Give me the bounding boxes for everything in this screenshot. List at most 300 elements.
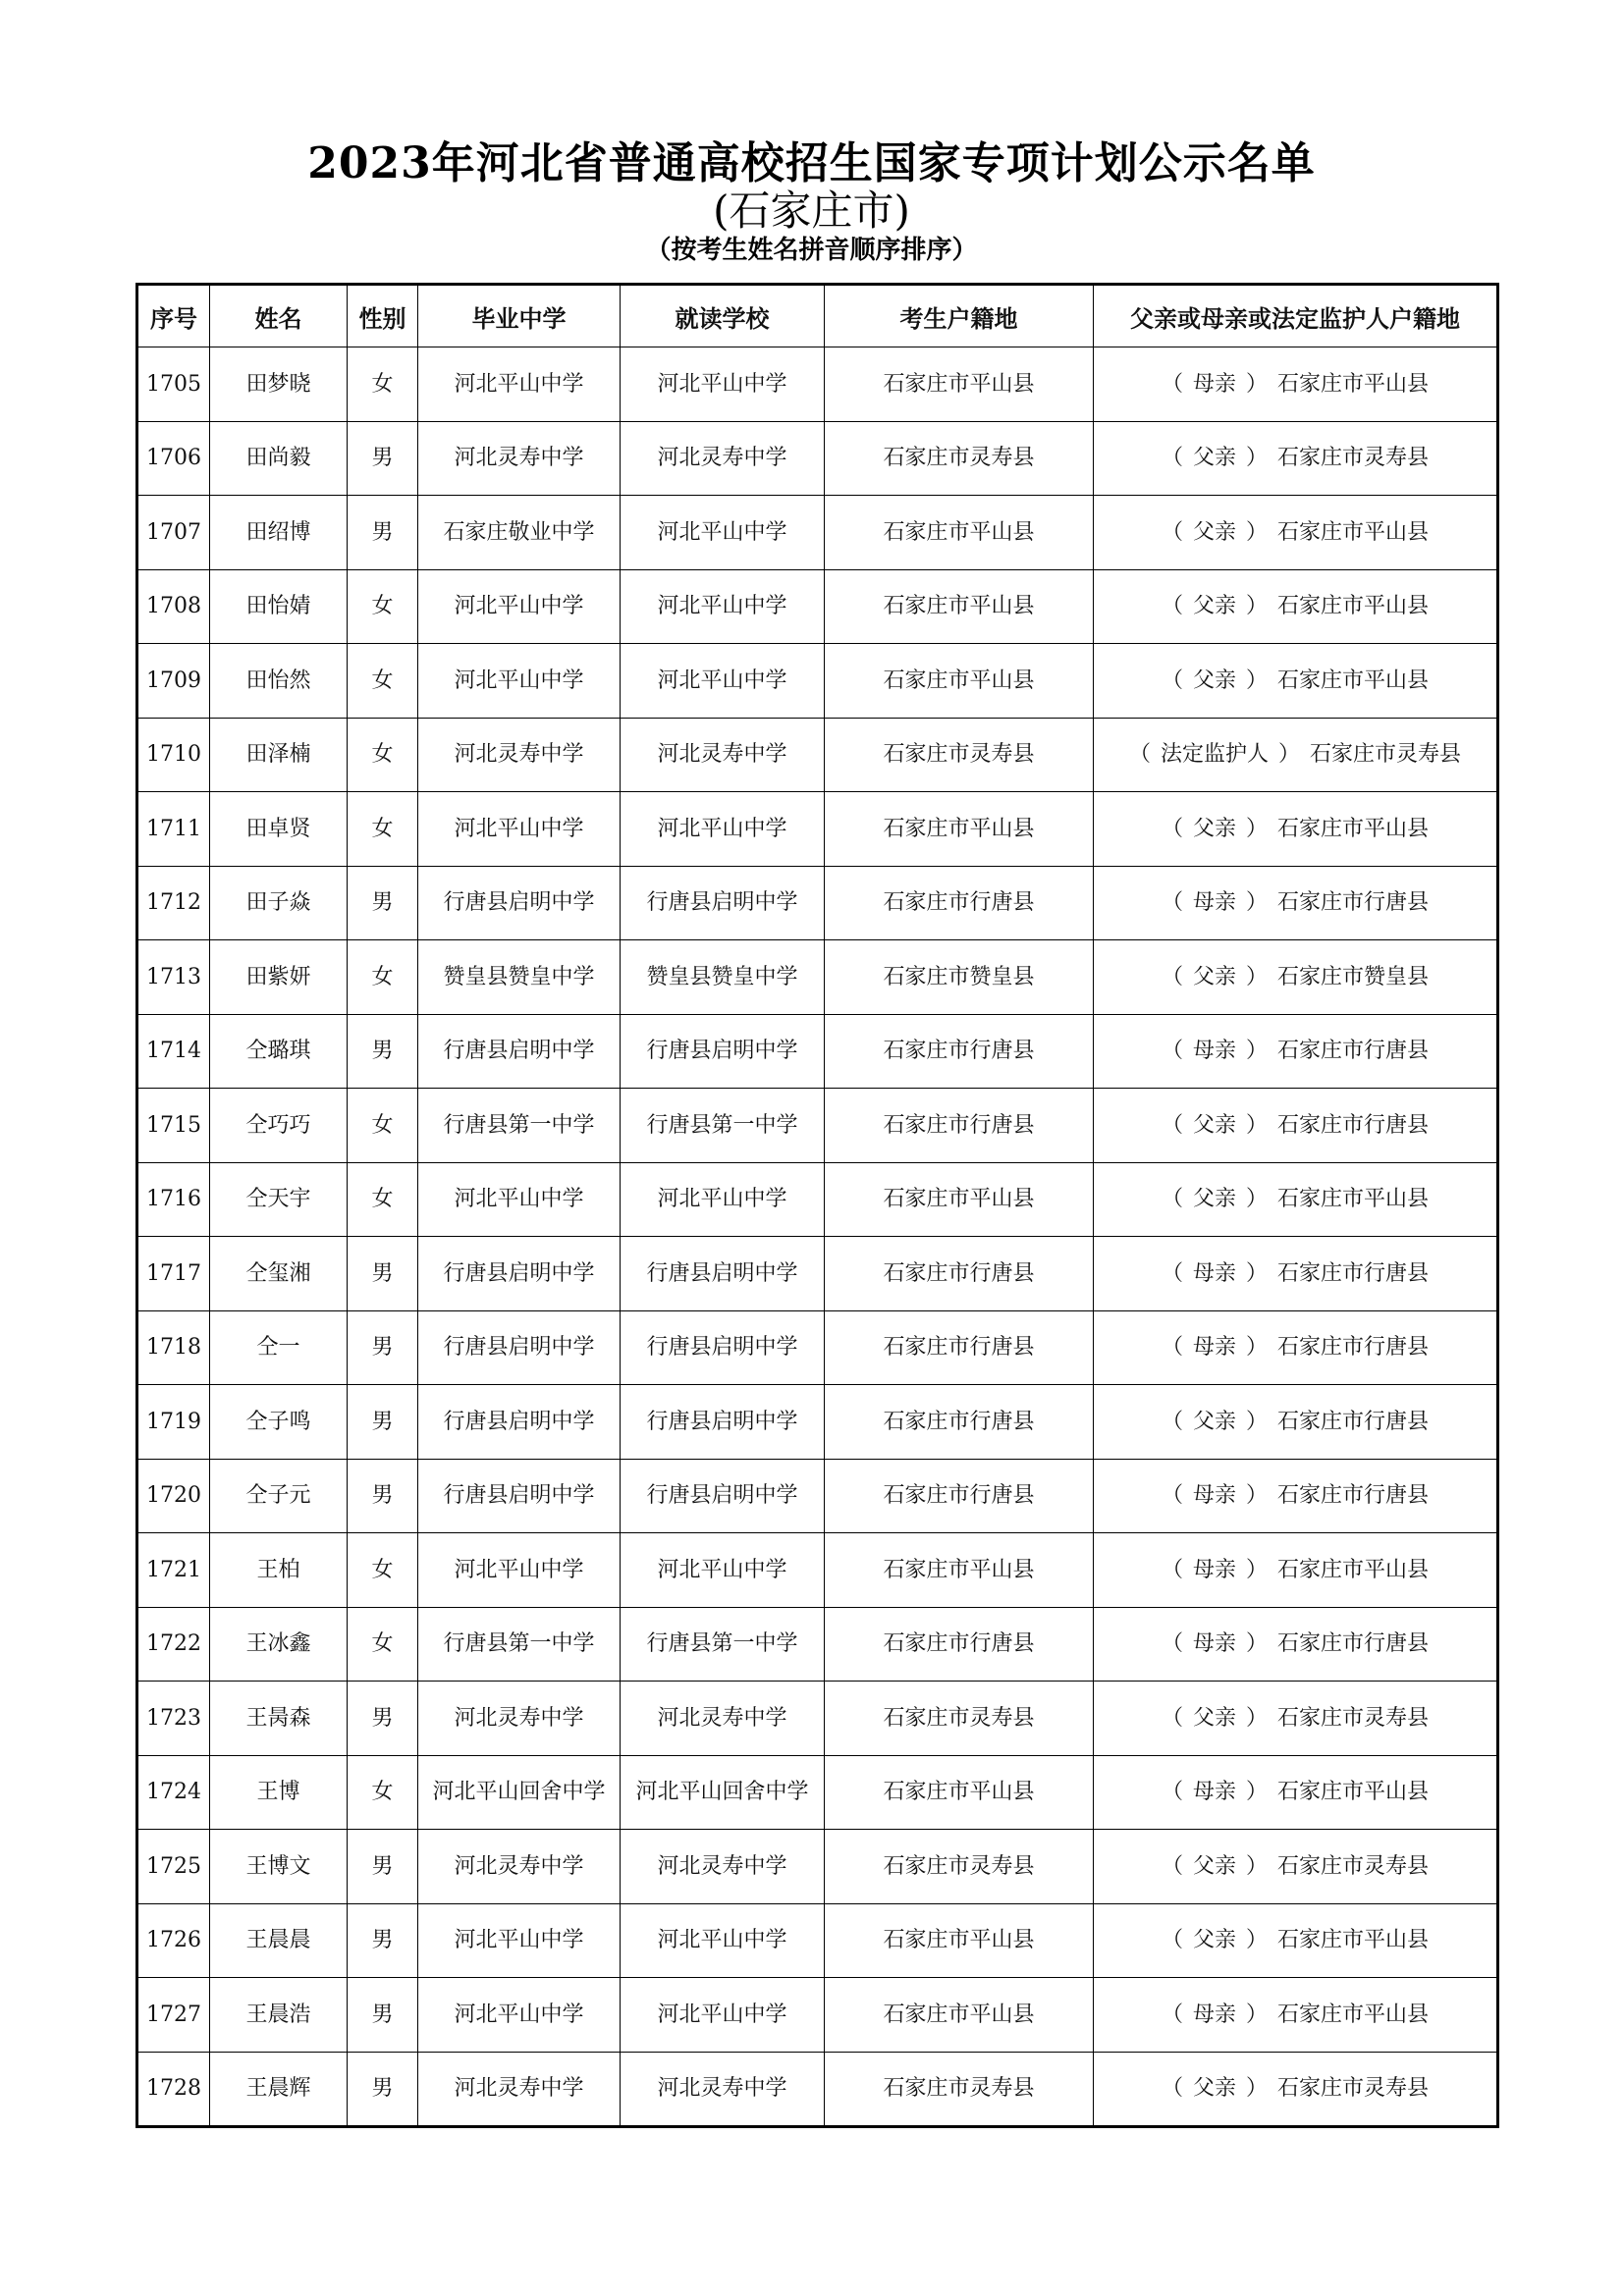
guardian-place: 石家庄市行唐县: [1277, 1483, 1430, 1509]
paren-open: （: [1161, 964, 1183, 989]
guardian-place: 石家庄市灵寿县: [1277, 1853, 1430, 1879]
cell-hukou: 石家庄市行唐县: [825, 1237, 1094, 1311]
header-guardian-hukou: 父亲或母亲或法定监护人户籍地: [1094, 285, 1498, 347]
cell-grad-school: 赞皇县赞皇中学: [418, 940, 621, 1015]
paren-close: ）: [1246, 1557, 1269, 1582]
paren-open: （: [1161, 1260, 1183, 1286]
paren-open: （: [1161, 2002, 1183, 2027]
paren-open: （: [1161, 1112, 1183, 1138]
cell-name: 仝璐琪: [210, 1014, 348, 1089]
guardian-place: 石家庄市行唐县: [1277, 1260, 1430, 1286]
cell-name: 王昺森: [210, 1682, 348, 1756]
cell-current-school: 河北平山中学: [621, 1533, 825, 1608]
cell-guardian-hukou: [1094, 792, 1498, 867]
cell-no: 1726: [137, 1903, 210, 1978]
cell-gender: 男: [348, 1978, 418, 2053]
cell-hukou: 石家庄市行唐县: [825, 866, 1094, 940]
header-no: 序号: [137, 285, 210, 347]
cell-hukou: 石家庄市平山县: [825, 792, 1094, 867]
cell-gender: 女: [348, 1755, 418, 1830]
cell-current-school: 行唐县第一中学: [621, 1089, 825, 1163]
paren-close: ）: [1246, 2076, 1269, 2102]
paren-close: ）: [1246, 1483, 1269, 1509]
cell-grad-school: 河北平山中学: [418, 1533, 621, 1608]
guardian-relation: 父亲: [1192, 964, 1236, 989]
guardian-place: 石家庄市平山县: [1277, 594, 1430, 619]
cell-name: 王晨晨: [210, 1903, 348, 1978]
paren-open: （: [1161, 1187, 1183, 1212]
cell-hukou: 石家庄市行唐县: [825, 1385, 1094, 1460]
cell-grad-school: 河北灵寿中学: [418, 421, 621, 496]
cell-hukou: 石家庄市平山县: [825, 569, 1094, 644]
cell-hukou: 石家庄市行唐县: [825, 1310, 1094, 1385]
cell-guardian-hukou: [1094, 644, 1498, 719]
cell-current-school: 行唐县启明中学: [621, 1237, 825, 1311]
cell-gender: 男: [348, 1903, 418, 1978]
cell-grad-school: 河北平山中学: [418, 1903, 621, 1978]
cell-current-school: 河北平山中学: [621, 496, 825, 570]
cell-current-school: 河北灵寿中学: [621, 2052, 825, 2127]
paren-close: ）: [1246, 1260, 1269, 1286]
cell-guardian-hukou: [1094, 1533, 1498, 1608]
cell-current-school: 行唐县启明中学: [621, 1385, 825, 1460]
cell-guardian-hukou: [1094, 1682, 1498, 1756]
paren-open: （: [1161, 446, 1183, 471]
cell-gender: 男: [348, 1310, 418, 1385]
guardian-relation: 母亲: [1192, 2002, 1236, 2027]
paren-close: ）: [1246, 816, 1269, 841]
cell-current-school: 河北平山中学: [621, 1903, 825, 1978]
paren-open: （: [1161, 1853, 1183, 1879]
cell-current-school: 河北平山回舍中学: [621, 1755, 825, 1830]
cell-grad-school: 河北灵寿中学: [418, 2052, 621, 2127]
paren-close: ）: [1246, 2002, 1269, 2027]
table-row: [137, 866, 1498, 940]
cell-no: 1725: [137, 1830, 210, 1904]
cell-hukou: 石家庄市灵寿县: [825, 718, 1094, 792]
cell-no: 1714: [137, 1014, 210, 1089]
guardian-relation: 父亲: [1192, 1928, 1236, 1953]
paren-close: ）: [1246, 890, 1269, 916]
cell-gender: 男: [348, 421, 418, 496]
cell-guardian-hukou: [1094, 1089, 1498, 1163]
cell-grad-school: 行唐县第一中学: [418, 1089, 621, 1163]
cell-hukou: 石家庄市平山县: [825, 347, 1094, 422]
header-name: 姓名: [210, 285, 348, 347]
cell-guardian-hukou: [1094, 1978, 1498, 2053]
table-row: [137, 1533, 1498, 1608]
cell-hukou: 石家庄市平山县: [825, 496, 1094, 570]
cell-grad-school: 河北平山中学: [418, 644, 621, 719]
guardian-relation: 父亲: [1192, 1112, 1236, 1138]
guardian-place: 石家庄市平山县: [1277, 1557, 1430, 1582]
cell-no: 1719: [137, 1385, 210, 1460]
cell-no: 1708: [137, 569, 210, 644]
paren-open: （: [1161, 2076, 1183, 2102]
table-row: [137, 1682, 1498, 1756]
cell-current-school: 河北灵寿中学: [621, 1830, 825, 1904]
cell-guardian-hukou: [1094, 1385, 1498, 1460]
guardian-place: 石家庄市灵寿县: [1277, 1705, 1430, 1731]
cell-name: 王博: [210, 1755, 348, 1830]
cell-grad-school: 河北平山中学: [418, 792, 621, 867]
guardian-relation: 母亲: [1192, 1631, 1236, 1657]
cell-current-school: 行唐县第一中学: [621, 1607, 825, 1682]
cell-grad-school: 行唐县启明中学: [418, 1237, 621, 1311]
cell-grad-school: 石家庄敬业中学: [418, 496, 621, 570]
cell-gender: 男: [348, 866, 418, 940]
cell-current-school: 行唐县启明中学: [621, 1459, 825, 1533]
guardian-place: 石家庄市平山县: [1277, 2002, 1430, 2027]
cell-gender: 男: [348, 496, 418, 570]
header-gender: 性别: [348, 285, 418, 347]
document-title: 2023年河北省普通高校招生国家专项计划公示名单: [307, 138, 1316, 188]
paren-close: ）: [1246, 1409, 1269, 1434]
paren-open: （: [1161, 890, 1183, 916]
paren-close: ）: [1246, 667, 1269, 693]
cell-no: 1727: [137, 1978, 210, 2053]
guardian-relation: 母亲: [1192, 1335, 1236, 1361]
paren-open: （: [1161, 1335, 1183, 1361]
document-city: (石家庄市): [713, 187, 910, 235]
cell-grad-school: 河北灵寿中学: [418, 1682, 621, 1756]
paren-close: ）: [1246, 964, 1269, 989]
cell-no: 1715: [137, 1089, 210, 1163]
cell-name: 田绍博: [210, 496, 348, 570]
cell-guardian-hukou: [1094, 1237, 1498, 1311]
cell-current-school: 行唐县启明中学: [621, 1310, 825, 1385]
paren-close: ）: [1246, 1631, 1269, 1657]
cell-gender: 男: [348, 1830, 418, 1904]
cell-no: 1716: [137, 1162, 210, 1237]
guardian-place: 石家庄市平山县: [1277, 816, 1430, 841]
table-row: [137, 1162, 1498, 1237]
paren-open: （: [1161, 1483, 1183, 1509]
cell-grad-school: 行唐县启明中学: [418, 1385, 621, 1460]
cell-hukou: 石家庄市平山县: [825, 1755, 1094, 1830]
cell-name: 田泽楠: [210, 718, 348, 792]
guardian-relation: 父亲: [1192, 446, 1236, 471]
guardian-relation: 母亲: [1192, 1039, 1236, 1064]
table-row: [137, 792, 1498, 867]
paren-open: （: [1161, 1631, 1183, 1657]
cell-grad-school: 行唐县启明中学: [418, 1014, 621, 1089]
cell-hukou: 石家庄市平山县: [825, 1978, 1094, 2053]
paren-close: ）: [1278, 742, 1301, 768]
paren-close: ）: [1246, 1928, 1269, 1953]
guardian-relation: 父亲: [1192, 1705, 1236, 1731]
cell-no: 1722: [137, 1607, 210, 1682]
guardian-relation: 母亲: [1192, 1780, 1236, 1805]
guardian-place: 石家庄市平山县: [1277, 1928, 1430, 1953]
cell-gender: 男: [348, 1459, 418, 1533]
table-body: [137, 347, 1498, 2127]
cell-hukou: 石家庄市行唐县: [825, 1459, 1094, 1533]
guardian-relation: 父亲: [1192, 1409, 1236, 1434]
table-row: [137, 1903, 1498, 1978]
cell-current-school: 河北平山中学: [621, 1978, 825, 2053]
table-row: [137, 1310, 1498, 1385]
paren-open: （: [1161, 1780, 1183, 1805]
cell-gender: 女: [348, 792, 418, 867]
cell-guardian-hukou: [1094, 1459, 1498, 1533]
cell-guardian-hukou: [1094, 940, 1498, 1015]
cell-name: 仝巧巧: [210, 1089, 348, 1163]
cell-grad-school: 行唐县启明中学: [418, 1459, 621, 1533]
cell-grad-school: 河北平山回舍中学: [418, 1755, 621, 1830]
cell-no: 1711: [137, 792, 210, 867]
cell-gender: 男: [348, 1385, 418, 1460]
roster-table: [135, 283, 1499, 2128]
guardian-relation: 父亲: [1192, 816, 1236, 841]
cell-gender: 女: [348, 1089, 418, 1163]
cell-current-school: 河北灵寿中学: [621, 421, 825, 496]
paren-close: ）: [1246, 1187, 1269, 1212]
cell-current-school: 河北平山中学: [621, 347, 825, 422]
cell-gender: 女: [348, 1533, 418, 1608]
cell-guardian-hukou: [1094, 718, 1498, 792]
paren-close: ）: [1246, 1039, 1269, 1064]
guardian-relation: 父亲: [1192, 1853, 1236, 1879]
cell-guardian-hukou: [1094, 1014, 1498, 1089]
table-row: [137, 421, 1498, 496]
guardian-place: 石家庄市灵寿县: [1310, 742, 1462, 768]
guardian-relation: 父亲: [1192, 519, 1236, 545]
cell-grad-school: 河北平山中学: [418, 1978, 621, 2053]
guardian-relation: 母亲: [1192, 890, 1236, 916]
cell-name: 田子焱: [210, 866, 348, 940]
cell-no: 1720: [137, 1459, 210, 1533]
cell-hukou: 石家庄市平山县: [825, 644, 1094, 719]
guardian-place: 石家庄市行唐县: [1277, 890, 1430, 916]
paren-open: （: [1161, 1039, 1183, 1064]
cell-guardian-hukou: [1094, 1310, 1498, 1385]
cell-no: 1713: [137, 940, 210, 1015]
table-header: [137, 285, 1498, 347]
guardian-place: 石家庄市行唐县: [1277, 1409, 1430, 1434]
guardian-relation: 父亲: [1192, 1187, 1236, 1212]
cell-gender: 女: [348, 1162, 418, 1237]
cell-name: 仝天宇: [210, 1162, 348, 1237]
cell-grad-school: 河北平山中学: [418, 347, 621, 422]
guardian-relation: 母亲: [1192, 1260, 1236, 1286]
cell-name: 田尚毅: [210, 421, 348, 496]
cell-hukou: 石家庄市行唐县: [825, 1014, 1094, 1089]
guardian-place: 石家庄市灵寿县: [1277, 446, 1430, 471]
guardian-place: 石家庄市行唐县: [1277, 1039, 1430, 1064]
paren-close: ）: [1246, 1853, 1269, 1879]
cell-name: 仝子鸣: [210, 1385, 348, 1460]
cell-gender: 男: [348, 1014, 418, 1089]
cell-grad-school: 河北灵寿中学: [418, 718, 621, 792]
cell-name: 田紫妍: [210, 940, 348, 1015]
guardian-place: 石家庄市平山县: [1277, 519, 1430, 545]
guardian-place: 石家庄市行唐县: [1277, 1631, 1430, 1657]
cell-hukou: 石家庄市灵寿县: [825, 421, 1094, 496]
header-hukou: 考生户籍地: [825, 285, 1094, 347]
cell-guardian-hukou: [1094, 1830, 1498, 1904]
cell-no: 1705: [137, 347, 210, 422]
cell-guardian-hukou: [1094, 1162, 1498, 1237]
header-grad-school: 毕业中学: [418, 285, 621, 347]
guardian-relation: 父亲: [1192, 667, 1236, 693]
cell-gender: 男: [348, 1237, 418, 1311]
paren-close: ）: [1246, 1705, 1269, 1731]
paren-close: ）: [1246, 1112, 1269, 1138]
table-row: [137, 347, 1498, 422]
guardian-place: 石家庄市灵寿县: [1277, 2076, 1430, 2102]
table-row: [137, 1014, 1498, 1089]
cell-guardian-hukou: [1094, 421, 1498, 496]
table-row: [137, 1237, 1498, 1311]
cell-name: 仝子元: [210, 1459, 348, 1533]
cell-name: 田梦晓: [210, 347, 348, 422]
cell-name: 仝一: [210, 1310, 348, 1385]
cell-name: 王冰鑫: [210, 1607, 348, 1682]
cell-gender: 女: [348, 1607, 418, 1682]
cell-current-school: 河北平山中学: [621, 792, 825, 867]
cell-grad-school: 行唐县启明中学: [418, 1310, 621, 1385]
paren-open: （: [1161, 594, 1183, 619]
paren-open: （: [1128, 742, 1151, 768]
cell-gender: 男: [348, 2052, 418, 2127]
cell-gender: 男: [348, 1682, 418, 1756]
guardian-relation: 父亲: [1192, 594, 1236, 619]
cell-hukou: 石家庄市平山县: [825, 1162, 1094, 1237]
cell-guardian-hukou: [1094, 496, 1498, 570]
cell-current-school: 赞皇县赞皇中学: [621, 940, 825, 1015]
cell-current-school: 行唐县启明中学: [621, 1014, 825, 1089]
cell-hukou: 石家庄市灵寿县: [825, 1830, 1094, 1904]
paren-close: ）: [1246, 371, 1269, 397]
paren-open: （: [1161, 1928, 1183, 1953]
cell-gender: 女: [348, 940, 418, 1015]
cell-grad-school: 河北平山中学: [418, 569, 621, 644]
cell-gender: 女: [348, 347, 418, 422]
paren-open: （: [1161, 667, 1183, 693]
guardian-relation: 母亲: [1192, 1557, 1236, 1582]
paren-close: ）: [1246, 1780, 1269, 1805]
cell-name: 田卓贤: [210, 792, 348, 867]
cell-no: 1728: [137, 2052, 210, 2127]
paren-open: （: [1161, 1705, 1183, 1731]
table-row: [137, 1607, 1498, 1682]
table-row: [137, 644, 1498, 719]
table-row: [137, 496, 1498, 570]
table-row: [137, 940, 1498, 1015]
guardian-place: 石家庄市赞皇县: [1277, 964, 1430, 989]
cell-guardian-hukou: [1094, 1903, 1498, 1978]
cell-grad-school: 行唐县第一中学: [418, 1607, 621, 1682]
guardian-place: 石家庄市行唐县: [1277, 1112, 1430, 1138]
cell-current-school: 河北平山中学: [621, 1162, 825, 1237]
cell-current-school: 河北灵寿中学: [621, 1682, 825, 1756]
cell-name: 王晨浩: [210, 1978, 348, 2053]
cell-guardian-hukou: [1094, 569, 1498, 644]
guardian-place: 石家庄市平山县: [1277, 1780, 1430, 1805]
cell-grad-school: 行唐县启明中学: [418, 866, 621, 940]
cell-name: 王柏: [210, 1533, 348, 1608]
paren-open: （: [1161, 1409, 1183, 1434]
cell-no: 1723: [137, 1682, 210, 1756]
cell-no: 1724: [137, 1755, 210, 1830]
cell-guardian-hukou: [1094, 2052, 1498, 2127]
cell-current-school: 行唐县启明中学: [621, 866, 825, 940]
cell-name: 田怡然: [210, 644, 348, 719]
cell-no: 1707: [137, 496, 210, 570]
cell-no: 1712: [137, 866, 210, 940]
table-row: [137, 718, 1498, 792]
cell-current-school: 河北平山中学: [621, 569, 825, 644]
cell-no: 1718: [137, 1310, 210, 1385]
cell-guardian-hukou: [1094, 1607, 1498, 1682]
paren-close: ）: [1246, 1335, 1269, 1361]
cell-gender: 女: [348, 718, 418, 792]
paren-open: （: [1161, 1557, 1183, 1582]
guardian-relation: 父亲: [1192, 2076, 1236, 2102]
guardian-relation: 母亲: [1192, 371, 1236, 397]
table-row: [137, 1978, 1498, 2053]
cell-guardian-hukou: [1094, 866, 1498, 940]
paren-close: ）: [1246, 519, 1269, 545]
paren-close: ）: [1246, 446, 1269, 471]
document-sort-note: （按考生姓名拼音顺序排序）: [645, 236, 978, 265]
guardian-relation: 法定监护人: [1160, 742, 1269, 768]
cell-name: 田怡婧: [210, 569, 348, 644]
cell-gender: 女: [348, 569, 418, 644]
cell-guardian-hukou: [1094, 347, 1498, 422]
cell-current-school: 河北平山中学: [621, 644, 825, 719]
cell-no: 1710: [137, 718, 210, 792]
cell-name: 王博文: [210, 1830, 348, 1904]
table-row: [137, 1385, 1498, 1460]
paren-open: （: [1161, 816, 1183, 841]
header-row: [137, 285, 1498, 347]
table-row: [137, 569, 1498, 644]
cell-hukou: 石家庄市赞皇县: [825, 940, 1094, 1015]
table-row: [137, 1089, 1498, 1163]
table-row: [137, 2052, 1498, 2127]
cell-no: 1709: [137, 644, 210, 719]
cell-hukou: 石家庄市行唐县: [825, 1607, 1094, 1682]
table-row: [137, 1459, 1498, 1533]
guardian-place: 石家庄市平山县: [1277, 371, 1430, 397]
cell-grad-school: 河北灵寿中学: [418, 1830, 621, 1904]
cell-name: 王晨辉: [210, 2052, 348, 2127]
cell-grad-school: 河北平山中学: [418, 1162, 621, 1237]
cell-hukou: 石家庄市平山县: [825, 1903, 1094, 1978]
paren-open: （: [1161, 371, 1183, 397]
cell-current-school: 河北灵寿中学: [621, 718, 825, 792]
cell-hukou: 石家庄市灵寿县: [825, 2052, 1094, 2127]
cell-no: 1721: [137, 1533, 210, 1608]
header-current-school: 就读学校: [621, 285, 825, 347]
cell-hukou: 石家庄市行唐县: [825, 1089, 1094, 1163]
cell-name: 仝玺湘: [210, 1237, 348, 1311]
table-row: [137, 1830, 1498, 1904]
guardian-place: 石家庄市平山县: [1277, 667, 1430, 693]
cell-guardian-hukou: [1094, 1755, 1498, 1830]
guardian-relation: 母亲: [1192, 1483, 1236, 1509]
cell-hukou: 石家庄市灵寿县: [825, 1682, 1094, 1756]
guardian-place: 石家庄市行唐县: [1277, 1335, 1430, 1361]
cell-no: 1717: [137, 1237, 210, 1311]
guardian-place: 石家庄市平山县: [1277, 1187, 1430, 1212]
paren-close: ）: [1246, 594, 1269, 619]
cell-gender: 女: [348, 644, 418, 719]
table-row: [137, 1755, 1498, 1830]
cell-no: 1706: [137, 421, 210, 496]
